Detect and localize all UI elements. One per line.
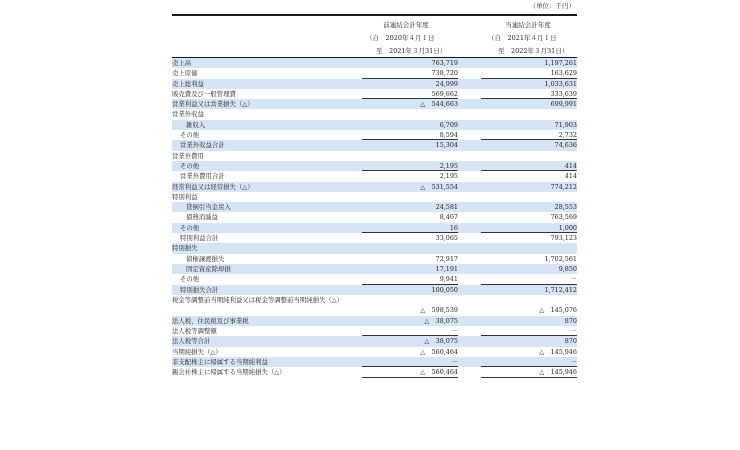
curr-period-from: （自 2021年４月１日: [488, 34, 557, 42]
row-label: 営業外収益: [172, 110, 204, 119]
prev-year-value: 72,917: [435, 254, 458, 263]
row-label: 営業外費用: [172, 151, 204, 160]
prev-year-value: －: [362, 357, 458, 367]
prev-year-value: 24,999: [435, 79, 458, 88]
row-label: 経常利益又は経常損失（△）: [172, 182, 254, 191]
prev-year-value: 2,195: [362, 161, 458, 171]
table-row: [172, 79, 577, 89]
row-label: 債務消滅益: [186, 213, 218, 222]
row-label: 特別損失合計: [180, 285, 219, 294]
curr-year-value: －: [481, 326, 577, 336]
table-row: [172, 161, 577, 171]
curr-year-value: 9,850: [558, 264, 577, 273]
curr-year-value: 414: [564, 172, 577, 181]
prev-year-value: △ 560,464: [420, 347, 458, 356]
table-row: [172, 120, 577, 130]
row-label: 営業外収益合計: [180, 141, 225, 150]
table-row: [172, 171, 577, 181]
table-row: [172, 151, 577, 161]
table-row: [172, 357, 577, 367]
curr-year-value: 333,639: [481, 89, 577, 99]
row-label: 特別損失: [172, 244, 198, 253]
curr-period-to: 至 2022年３月31日）: [498, 47, 569, 55]
table-row: [172, 109, 577, 119]
curr-year-value: 774,212: [550, 182, 577, 191]
table-row: [172, 130, 577, 140]
table-row: [172, 326, 577, 336]
curr-year-value: 163,629: [481, 68, 577, 78]
curr-year-value: 1,702,561: [544, 254, 577, 263]
curr-year-value: △ 145,076: [539, 306, 577, 315]
prev-year-value: 17,191: [435, 264, 458, 273]
row-label: 貸倒引当金戻入: [186, 203, 231, 212]
row-label: 当期純損失（△）: [172, 347, 222, 356]
prev-year-value: 2,195: [439, 172, 458, 181]
table-row: [172, 243, 577, 253]
row-label: 特別利益合計: [180, 234, 219, 243]
curr-year-value: 2,732: [481, 130, 577, 140]
curr-year-value: －: [481, 357, 577, 367]
row-label: 営業利益又は営業損失（△）: [172, 100, 254, 109]
prev-period-title: 前連結会計年度: [383, 21, 429, 29]
row-label: 税金等調整前当期純利益又は税金等調整前当期純損失（△）: [172, 295, 344, 304]
unit-label: （単位：千円）: [529, 2, 575, 10]
prev-year-value: 33,065: [435, 234, 458, 243]
income-statement-table: [172, 57, 577, 378]
header-prev-period: [356, 19, 456, 58]
table-row: [172, 264, 577, 274]
table-row: [172, 68, 577, 78]
prev-period-to: 至 2021年３月31日）: [376, 47, 447, 55]
prev-year-value: 6,709: [439, 120, 458, 129]
table-row: [172, 212, 577, 222]
prev-year-value: 16: [362, 223, 458, 233]
table-row: [172, 233, 577, 243]
table-row: [172, 295, 577, 316]
table-row: [172, 223, 577, 233]
prev-year-value: －: [362, 326, 458, 336]
table-row: [172, 274, 577, 284]
top-rule: [172, 14, 577, 16]
curr-year-value: 870: [564, 316, 577, 325]
prev-year-value: △ 38,075: [424, 337, 458, 346]
prev-year-value: 9,941: [362, 274, 458, 284]
table-row: [172, 316, 577, 326]
curr-year-value: 870: [564, 337, 577, 346]
prev-year-value: 15,304: [435, 141, 458, 150]
prev-year-value: △ 38,075: [424, 316, 458, 325]
row-label: 売上高: [172, 59, 192, 67]
curr-year-value: 793,123: [550, 234, 577, 243]
curr-year-value: 74,636: [554, 141, 577, 150]
table-row: [172, 58, 577, 68]
prev-year-value: 569,662: [362, 89, 458, 99]
table-row: [172, 336, 577, 346]
prev-year-value: 8,594: [362, 130, 458, 140]
prev-year-value: 100,050: [431, 285, 458, 294]
row-label: 売上原価: [172, 69, 198, 78]
row-label: 非支配株主に帰属する当期純利益: [172, 358, 268, 367]
row-label: その他: [180, 223, 200, 232]
prev-year-value: △ 544,663: [420, 100, 458, 109]
row-label: その他: [180, 275, 200, 284]
curr-year-value: 1,712,412: [544, 285, 577, 294]
curr-year-value: △ 145,946: [481, 367, 577, 377]
prev-year-value: △ 531,554: [420, 182, 458, 191]
table-row: [172, 367, 577, 377]
table-row: [172, 192, 577, 202]
prev-year-value: 738,720: [362, 68, 458, 78]
table-row: [172, 89, 577, 99]
row-label: 売上総利益: [172, 79, 204, 88]
curr-year-value: 699,991: [550, 100, 577, 109]
prev-period-from: （自 2020年４月１日: [366, 34, 435, 42]
table-row: [172, 202, 577, 212]
curr-year-value: 1,197,261: [544, 59, 577, 67]
row-label: その他: [180, 131, 200, 140]
row-label: 雑収入: [186, 120, 206, 129]
prev-year-value: △ 560,464: [362, 367, 458, 377]
row-label: 営業外費用合計: [180, 172, 225, 181]
prev-year-value: 24,581: [435, 203, 458, 212]
curr-year-value: 763,569: [550, 213, 577, 222]
table-row: [172, 254, 577, 264]
curr-year-value: 1,033,631: [544, 79, 577, 88]
header-current-period: [478, 19, 578, 58]
curr-year-value: 414: [481, 161, 577, 171]
curr-year-value: 1,000: [481, 223, 577, 233]
row-label: 債権譲渡損失: [186, 254, 225, 263]
curr-period-title: 当連結会計年度: [505, 21, 551, 29]
row-label: 法人税、住民税及び事業税: [172, 316, 249, 325]
prev-year-value: 8,467: [439, 213, 458, 222]
row-label: 固定資産除却損: [186, 264, 231, 273]
curr-year-value: 71,903: [554, 120, 577, 129]
table-row: [172, 285, 577, 295]
row-label: 販売費及び一般管理費: [172, 89, 236, 98]
table-row: [172, 99, 577, 109]
prev-year-value: △ 598,539: [420, 306, 458, 315]
table-row: [172, 140, 577, 150]
curr-year-value: △ 145,946: [539, 347, 577, 356]
curr-year-value: －: [481, 274, 577, 284]
row-label: 法人税等調整額: [172, 327, 217, 336]
curr-year-value: 28,553: [554, 203, 577, 212]
row-label: 親会社株主に帰属する当期純損失（△）: [172, 368, 286, 377]
table-row: [172, 182, 577, 192]
row-label: 法人税等合計: [172, 337, 211, 346]
row-label: 特別利益: [172, 192, 198, 201]
prev-year-value: 763,719: [431, 59, 458, 67]
row-label: その他: [180, 161, 200, 170]
table-row: [172, 347, 577, 357]
